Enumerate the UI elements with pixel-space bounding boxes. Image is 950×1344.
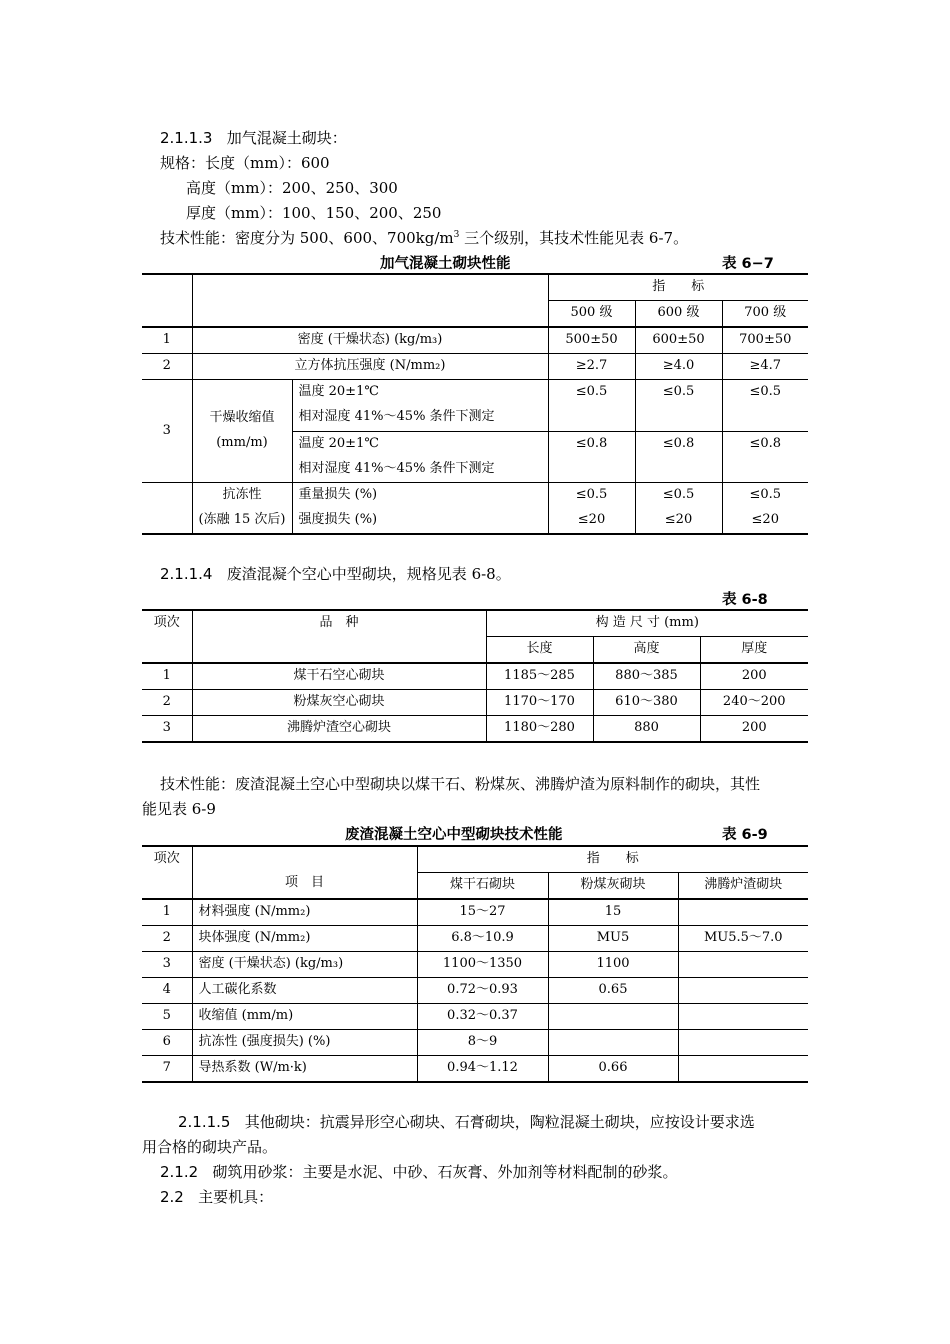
row-item: 立方体抗压强度 (N/mm₂) [192, 354, 548, 380]
cell: 600±50 [635, 327, 722, 354]
row-no: 2 [142, 354, 192, 380]
cell: 8～9 [417, 1030, 548, 1056]
row-no [142, 483, 192, 535]
row-item: 块体强度 (N/mm₂) [192, 926, 417, 952]
header-item: 项 目 [192, 846, 417, 899]
spec-height-line: 高度（mm）：200、250、300 [186, 179, 398, 197]
grade-700: 700 级 [722, 301, 808, 328]
section-text: 主要机具： [198, 1188, 274, 1206]
row-no: 3 [142, 952, 192, 978]
row-kind: 粉煤灰空心砌块 [192, 690, 486, 716]
row-no: 1 [142, 899, 192, 926]
cell: 0.72～0.93 [417, 978, 548, 1004]
cell: 0.65 [548, 978, 678, 1004]
cell: 1170～170 [486, 690, 593, 716]
cell: 700±50 [722, 327, 808, 354]
cell [678, 1004, 808, 1030]
section-2-1-1-4-heading [160, 563, 511, 584]
table-6-9 [142, 845, 808, 1083]
cond-line: 温度 20±1℃ [298, 435, 379, 451]
cell: 15～27 [417, 899, 548, 926]
header-no: 项次 [142, 846, 192, 899]
cell: ≤0.5 [635, 380, 722, 432]
cell: 200 [700, 663, 808, 690]
cell [678, 978, 808, 1004]
row-item: 导热系数 (W/m·k) [192, 1056, 417, 1083]
cell: 15 [548, 899, 678, 926]
header-no [142, 274, 192, 327]
cell [678, 1030, 808, 1056]
perf-text-a: 技术性能：密度分为 500、600、700kg/m [160, 229, 454, 247]
section-number: 2.1.2 [160, 1163, 199, 1181]
cell: ≤0.8 [722, 431, 808, 483]
cell: ≤0.5 [548, 380, 635, 432]
kind-coal-gangue: 煤干石砌块 [417, 873, 548, 900]
tech-performance-line [160, 227, 688, 248]
frost-label-2: (冻融 15 次后) [198, 512, 286, 527]
cell: 500±50 [548, 327, 635, 354]
table-6-8-number: 表 6-8 [722, 592, 768, 608]
header-item [192, 274, 548, 327]
header-dims: 构 造 尺 寸 (mm) [486, 610, 808, 637]
table-6-8 [142, 609, 808, 743]
section-number: 2.1.1.5 [178, 1113, 231, 1131]
row-no: 2 [142, 926, 192, 952]
cell: ≥2.7 [548, 354, 635, 380]
row-no: 1 [142, 663, 192, 690]
cond-line: 温度 20±1℃ [298, 384, 379, 400]
cell: 880 [593, 716, 700, 743]
cell-line: ≤0.5 [575, 487, 608, 503]
grade-500: 500 级 [548, 301, 635, 328]
cell [722, 483, 808, 535]
cell: ≤0.5 [722, 380, 808, 432]
cell: 0.32～0.37 [417, 1004, 548, 1030]
cell-line: ≤20 [664, 512, 693, 527]
frost-sub-1: 重量损失 (%) [298, 487, 378, 503]
cell: ≤0.8 [635, 431, 722, 483]
row-no: 6 [142, 1030, 192, 1056]
section-number: 2.2 [160, 1188, 184, 1206]
row-item: 人工碳化系数 [192, 978, 417, 1004]
cell: 1100～1350 [417, 952, 548, 978]
table-row [142, 354, 808, 380]
table-row [142, 690, 808, 716]
header-index: 指 标 [548, 274, 808, 301]
section-number: 2.1.1.3 [160, 129, 213, 147]
row-kind: 沸腾炉渣空心砌块 [192, 716, 486, 743]
shrink-label [192, 380, 292, 483]
perf-text-b: 三个级别，其技术性能见表 6-7。 [459, 229, 689, 247]
cell: ≥4.0 [635, 354, 722, 380]
row-item: 抗冻性 (强度损失) (%) [192, 1030, 417, 1056]
row-no: 5 [142, 1004, 192, 1030]
section-title: 废渣混凝个空心中型砌块，规格见表 6-8。 [226, 565, 511, 583]
row-no: 4 [142, 978, 192, 1004]
table-row [142, 716, 808, 743]
table-6-7-number: 表 6−7 [722, 256, 774, 272]
table-row [142, 1030, 808, 1056]
frost-label-1: 抗冻性 [222, 487, 262, 503]
tech-performance-paragraph-2: 能见表 6-9 [142, 800, 216, 818]
section-text: 其他砌块：抗震异形空心砌块、石膏砌块，陶粒混凝土砌块，应按设计要求选 [244, 1113, 755, 1131]
header-kind: 品 种 [192, 610, 486, 663]
section-text: 砌筑用砂浆：主要是水泥、中砂、石灰膏、外加剂等材料配制的砂浆。 [212, 1163, 678, 1181]
shrink-label-1: 干燥收缩值 [209, 410, 275, 426]
dim-height: 高度 [593, 637, 700, 664]
cell: 1100 [548, 952, 678, 978]
cell: 240～200 [700, 690, 808, 716]
kind-boiler-slag: 沸腾炉渣砌块 [678, 873, 808, 900]
cell-line: ≤20 [751, 512, 779, 527]
table-6-9-caption: 废渣混凝土空心中型砌块技术性能 [345, 827, 563, 843]
kind-fly-ash: 粉煤灰砌块 [548, 873, 678, 900]
grade-600: 600 级 [635, 301, 722, 328]
table-6-7 [142, 273, 808, 535]
table-row [142, 483, 808, 535]
tech-performance-paragraph-1: 技术性能：废渣混凝土空心中型砌块以煤干石、粉煤灰、沸腾炉渣为原料制作的砌块，其性 [160, 775, 761, 793]
table-row [142, 952, 808, 978]
table-row [142, 926, 808, 952]
cell-line: ≤0.5 [662, 487, 695, 503]
row-item: 密度 (干燥状态) (kg/m₃) [192, 952, 417, 978]
frost-label [192, 483, 292, 535]
cell: 1180～280 [486, 716, 593, 743]
shrink-cond-1 [292, 380, 548, 432]
header-no: 项次 [142, 610, 192, 663]
cell [635, 483, 722, 535]
section-2-1-1-5-line-2: 用合格的砌块产品。 [142, 1138, 278, 1156]
cell [678, 952, 808, 978]
cell: 200 [700, 716, 808, 743]
cell [678, 1056, 808, 1083]
cond-line: 相对湿度 41%～45% 条件下测定 [298, 409, 495, 425]
shrink-cond-2 [292, 431, 548, 483]
table-6-9-number: 表 6-9 [722, 827, 768, 843]
cell: 610～380 [593, 690, 700, 716]
cell [548, 483, 635, 535]
row-no: 7 [142, 1056, 192, 1083]
cell-line: ≤20 [577, 512, 606, 527]
cell: 0.66 [548, 1056, 678, 1083]
row-item: 密度 (干燥状态) (kg/m₃) [192, 327, 548, 354]
row-no: 1 [142, 327, 192, 354]
table-row [142, 327, 808, 354]
cell: MU5.5～7.0 [678, 926, 808, 952]
table-row [142, 1056, 808, 1083]
cell: ≤0.8 [548, 431, 635, 483]
header-index: 指 标 [417, 846, 808, 873]
cell: 0.94～1.12 [417, 1056, 548, 1083]
section-title: 加气混凝土砌块： [226, 129, 347, 147]
cond-line: 相对湿度 41%～45% 条件下测定 [298, 460, 495, 476]
cell: 6.8～10.9 [417, 926, 548, 952]
row-kind: 煤干石空心砌块 [192, 663, 486, 690]
frost-sub-2: 强度损失 (%) [298, 512, 378, 527]
cell: 880～385 [593, 663, 700, 690]
dim-thickness: 厚度 [700, 637, 808, 664]
spec-length-line: 规格：长度（mm）：600 [160, 154, 330, 172]
row-item: 材料强度 (N/mm₂) [192, 899, 417, 926]
perf-sup: 3 [453, 230, 460, 240]
table-row [142, 380, 808, 432]
cell: 1185～285 [486, 663, 593, 690]
table-6-7-caption: 加气混凝土砌块性能 [380, 256, 511, 272]
section-2-1-1-5-line-1 [178, 1111, 755, 1132]
section-2-1-2-heading [160, 1161, 678, 1182]
section-number: 2.1.1.4 [160, 565, 213, 583]
row-no: 3 [142, 380, 192, 483]
dim-length: 长度 [486, 637, 593, 664]
cell [548, 1004, 678, 1030]
row-item: 收缩值 (mm/m) [192, 1004, 417, 1030]
table-row [142, 1004, 808, 1030]
cell [548, 1030, 678, 1056]
table-row [142, 899, 808, 926]
table-row [142, 663, 808, 690]
cell: ≥4.7 [722, 354, 808, 380]
cell-line: ≤0.5 [749, 487, 782, 503]
section-2-2-heading [160, 1186, 273, 1207]
table-row [142, 978, 808, 1004]
frost-subitems [292, 483, 548, 535]
section-2-1-1-3-heading [160, 127, 347, 148]
cell: MU5 [548, 926, 678, 952]
spec-thickness-line: 厚度（mm）：100、150、200、250 [186, 204, 442, 222]
row-no: 2 [142, 690, 192, 716]
row-no: 3 [142, 716, 192, 743]
cell [678, 899, 808, 926]
shrink-label-2: (mm/m) [216, 435, 268, 450]
